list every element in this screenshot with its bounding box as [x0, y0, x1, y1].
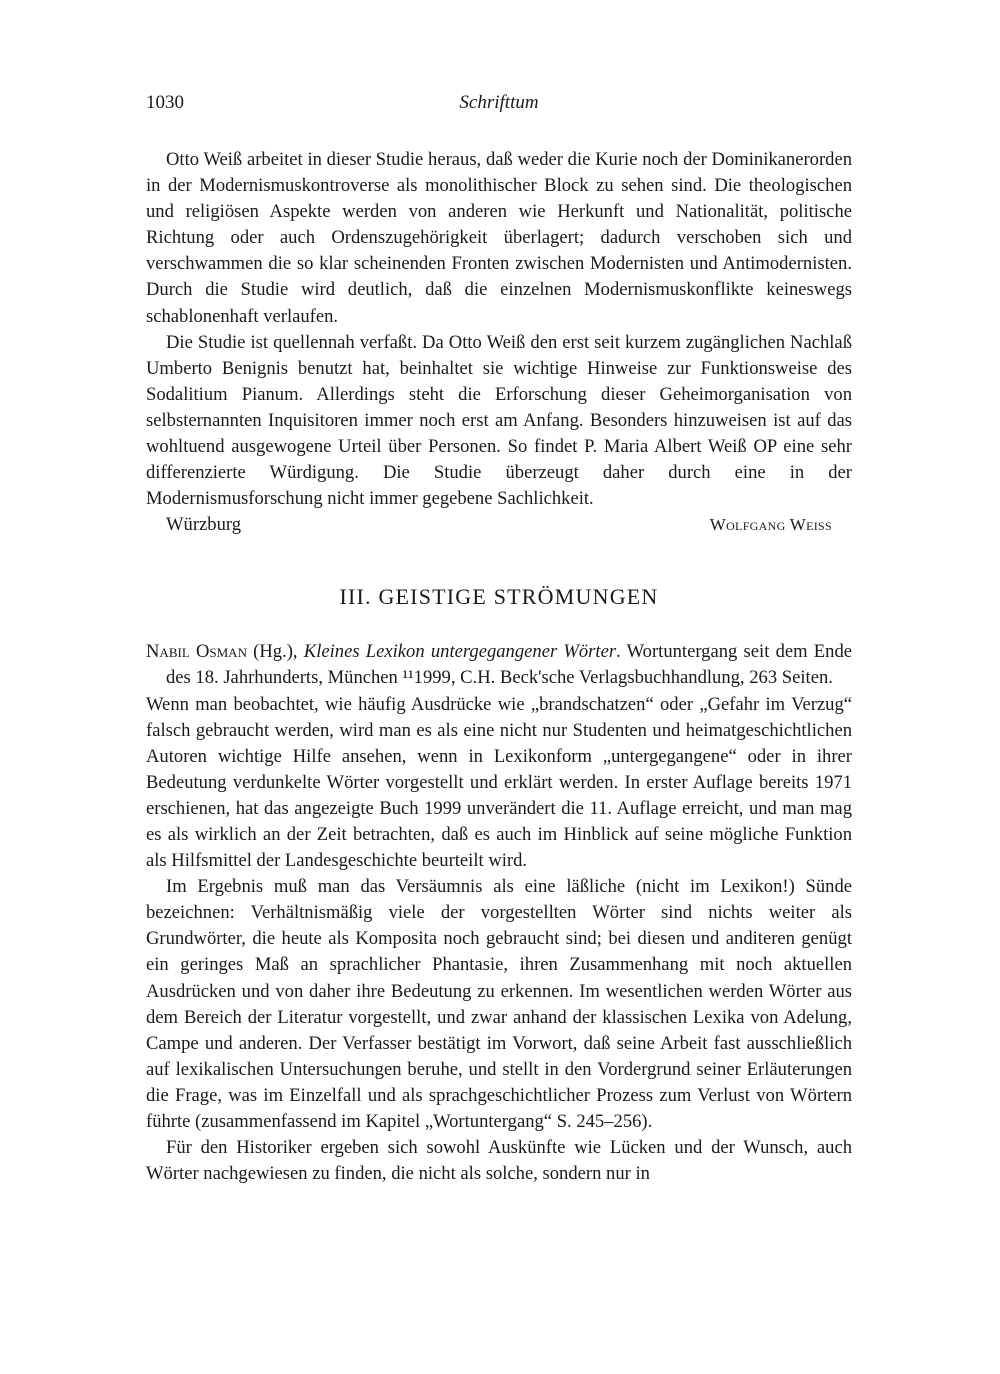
paragraph: Für den Historiker ergeben sich sowohl Auskünfte wie Lücken und der Wunsch, auch Wörter nachgewiesen zu finden, die nicht als solche, sondern nur in: [146, 1137, 852, 1185]
book-details: . Wortuntergang seit dem Ende des 18. Jahrhunderts, München ¹¹1999, C.H. Beck'sche Verlagsbuchhandlung, 263 Seiten.: [166, 641, 852, 689]
paragraph: Im Ergebnis muß man das Versäumnis als eine läßliche (nicht im Lexikon!) Sünde bezeichnen: Verhältnismäßig viele der vorgestellten Wörter sind nichts weiter als Grundwörter, die heute als Komposita noch gebraucht sind; bei diesen und anditeren genügt ein geringes Maß an sprachlicher Phantasie, ihren Zusammenhang mit noch aktuellen Ausdrücken und von daher ihre Bedeutung zu erkennen. Im wesentlichen werden Wörter aus dem Bereich der Literatur vorgestellt, und zwar anhand der klassischen Lexika von Adelung, Campe und anderen. Der Verfasser bestätigt im Vorwort, daß seine Arbeit fast ausschließlich auf lexikalischen Untersuchungen beruhe, und stellt in den Vordergrund seiner Erläuterungen die Frage, was im Einzelfall und als sprachgeschichtlicher Prozess zum Verlust von Wörtern führte (zusammenfassend im Kapitel „Wortuntergang“ S. 245–256).: [146, 876, 852, 1132]
review-signature: [146, 512, 852, 538]
page-number: 1030: [146, 92, 184, 113]
paragraph: Die Studie ist quellennah verfaßt. Da Otto Weiß den erst seit kurzem zugänglichen Nachlaß Umberto Benignis benutzt hat, beinhaltet sie wichtige Hinweise zur Funktionsweise des Sodalitium Pianum. Allerdings steht die Erforschung dieser Geheimorganisation von selbsternannten Inquisitoren immer noch erst am Anfang. Besonders hinzuweisen ist auf das wohltuend ausgewogene Urteil über Personen. So findet P. Maria Albert Weiß OP eine sehr differenzierte Würdigung. Die Studie überzeugt daher durch eine in der Modernismusforschung nicht immer gegebene Sachlichkeit.: [146, 331, 852, 510]
book-author: Nabil Osman: [146, 641, 247, 663]
paragraph: Wenn man beobachtet, wie häufig Ausdrücke wie „brandschatzen“ oder „Gefahr im Verzug“ falsch gebraucht werden, wird man es als eine nicht nur Studenten und heimatgeschichtlichen Autoren wichtige Hilfe ansehen, wenn in Lexikonform „untergegangene“ oder in ihrer Bedeutung verdunkelte Wörter vorgestellt und erklärt werden. In erster Auflage bereits 1971 erschienen, hat das angezeigte Buch 1999 unverändert die 11. Auflage erreicht, und man mag es als wirklich an der Zeit betrachten, daß es auch im Hinblick auf seine mögliche Funktion als Hilfsmittel der Landesgeschichte beurteilt wird.: [146, 693, 852, 872]
signature-place: Würzburg: [166, 514, 242, 536]
running-head: [146, 92, 852, 120]
document-page: [146, 92, 852, 1187]
editor-note: (Hg.),: [246, 641, 304, 663]
previous-review: [146, 147, 852, 512]
review-body: [146, 692, 852, 1188]
signature-reviewer: Wolfgang Weiss: [709, 515, 832, 535]
book-title: Kleines Lexikon untergegangener Wörter: [303, 641, 617, 663]
paragraph: Otto Weiß arbeitet in dieser Studie heraus, daß weder die Kurie noch der Dominikanerorden in der Modernismuskontroverse als monolithischer Block zu sehen sind. Die theologischen und religiösen Aspekte werden von anderen wie Herkunft und Nationalität, politische Richtung oder auch Ordenszugehörigkeit überlagert; dadurch verschoben sich und verschwammen die so klar scheinenden Fronten zwischen Modernisten und Antimodernisten. Durch die Studie wird deutlich, daß die einzelnen Modernismuskonflikte keineswegs schablonenhaft verlaufen.: [146, 149, 852, 327]
bibliographic-entry: [146, 639, 852, 691]
running-title: Schrifttum: [459, 92, 539, 113]
section-heading: III. GEISTIGE STRÖMUNGEN: [339, 584, 659, 610]
